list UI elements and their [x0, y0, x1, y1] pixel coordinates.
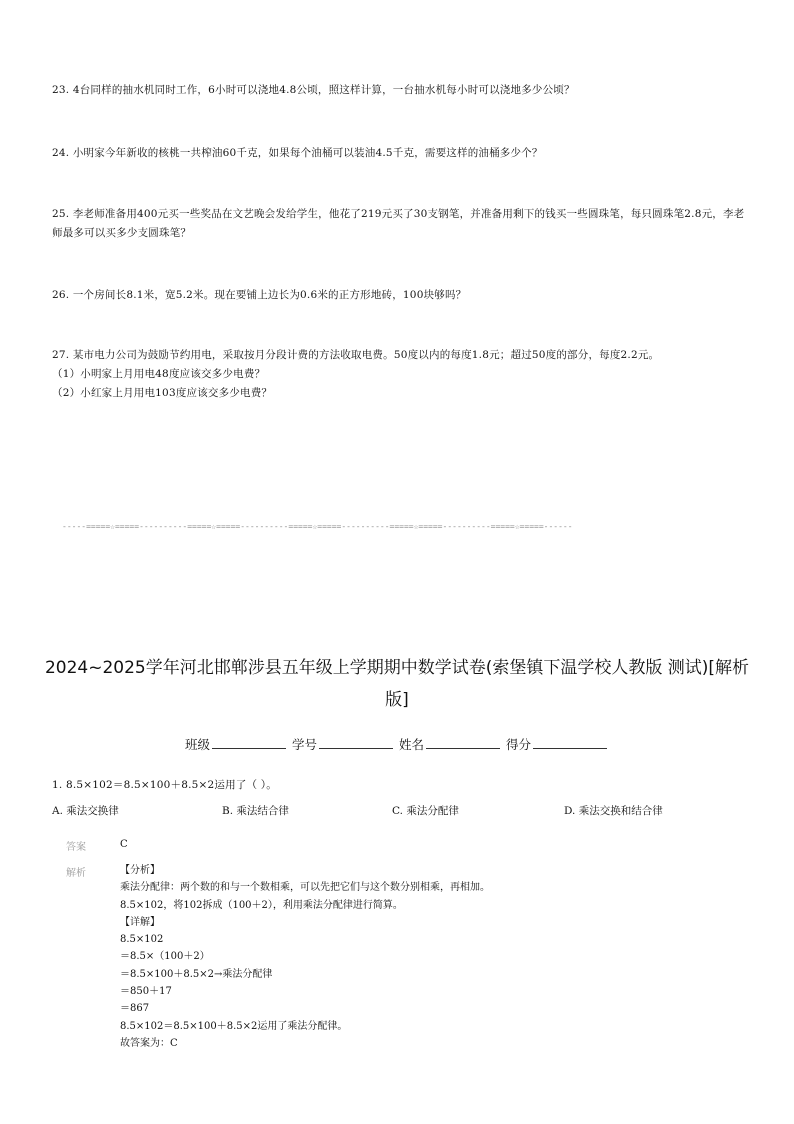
option-d: D. 乘法交换和结合律: [564, 805, 663, 817]
class-blank[interactable]: [212, 736, 286, 749]
score-blank[interactable]: [533, 736, 607, 749]
name-label: 姓名: [398, 737, 424, 752]
id-blank[interactable]: [319, 736, 393, 749]
option-a: A. 乘法交换律: [52, 805, 119, 817]
question-text: 25. 李老师准备用400元买一些奖品在文艺晚会发给学生，他花了219元买了30支钢笔，并准备用剩下的钱买一些圆珠笔，每只圆珠笔2.8元，李老师最多可以买多少支圆珠笔？: [52, 208, 745, 239]
analysis-line: 【详解】: [120, 916, 160, 928]
analysis-label: 解析: [66, 868, 86, 879]
sub-question: （1）小明家上月用电48度应该交多少电费？: [52, 368, 266, 380]
section-divider: -----=====☆=====----------=====☆=====----------=====☆=====----------=====☆=====----------=====☆=====------: [62, 522, 573, 531]
sub-question: （2）小红家上月用电103度应该交多少电费？: [52, 387, 273, 399]
analysis-line: 8.5×102: [120, 934, 164, 946]
question-25: [52, 205, 752, 243]
question-text: 27. 某市电力公司为鼓励节约用电，采取按月分段计费的方法收取电费。50度以内的每度1.8元；超过50度的部分，每度2.2元。: [52, 349, 660, 361]
id-label: 学号: [291, 737, 317, 752]
question-1-stem: 1. 8.5×102＝8.5×100＋8.5×2运用了（ ）。: [52, 779, 277, 791]
analysis-line: 乘法分配律：两个数的和与一个数相乘，可以先把它们与这个数分别相乘，再相加。: [120, 882, 490, 894]
analysis-line: 【分析】: [120, 865, 160, 876]
question-27: [52, 346, 752, 403]
question-text: 23. 4台同样的抽水机同时工作，6小时可以浇地4.8公顷，照这样计算，一台抽水机每小时可以浇地多少公顷？: [52, 84, 575, 96]
analysis-body: [120, 862, 490, 1052]
analysis-line: 故答案为：C: [120, 1037, 178, 1049]
class-label: 班级: [184, 737, 210, 752]
analysis-line: ＝8.5×（100＋2）: [120, 951, 210, 963]
question-23: [52, 81, 752, 100]
question-24: [52, 144, 752, 163]
question-text: 26. 一个房间长8.1米，宽5.2米。现在要铺上边长为0.6米的正方形地砖，100块够吗？: [52, 289, 467, 301]
score-label: 得分: [505, 737, 531, 752]
option-b: B. 乘法结合律: [222, 805, 289, 817]
analysis-line: 8.5×102，将102拆成（100＋2），利用乘法分配律进行简算。: [120, 899, 403, 911]
question-26: [52, 286, 752, 305]
analysis-line: ＝8.5×100＋8.5×2→乘法分配律: [120, 968, 273, 980]
analysis-line: ＝850＋17: [120, 986, 172, 998]
option-c: C. 乘法分配律: [392, 805, 459, 817]
exam-title: 2024~2025学年河北邯郸涉县五年级上学期期中数学试卷(索堡镇下温学校人教版 测试)[解析版]: [44, 658, 750, 710]
student-info-line: [0, 735, 794, 753]
answer-label: 答案: [66, 842, 86, 853]
analysis-line: ＝867: [120, 1003, 150, 1015]
answer-value: C: [120, 839, 128, 850]
question-text: 24. 小明家今年新收的核桃一共榨油60千克，如果每个油桶可以装油4.5千克，需要这样的油桶多少个？: [52, 147, 543, 159]
name-blank[interactable]: [426, 736, 500, 749]
analysis-line: 8.5×102＝8.5×100＋8.5×2运用了乘法分配律。: [120, 1020, 348, 1032]
